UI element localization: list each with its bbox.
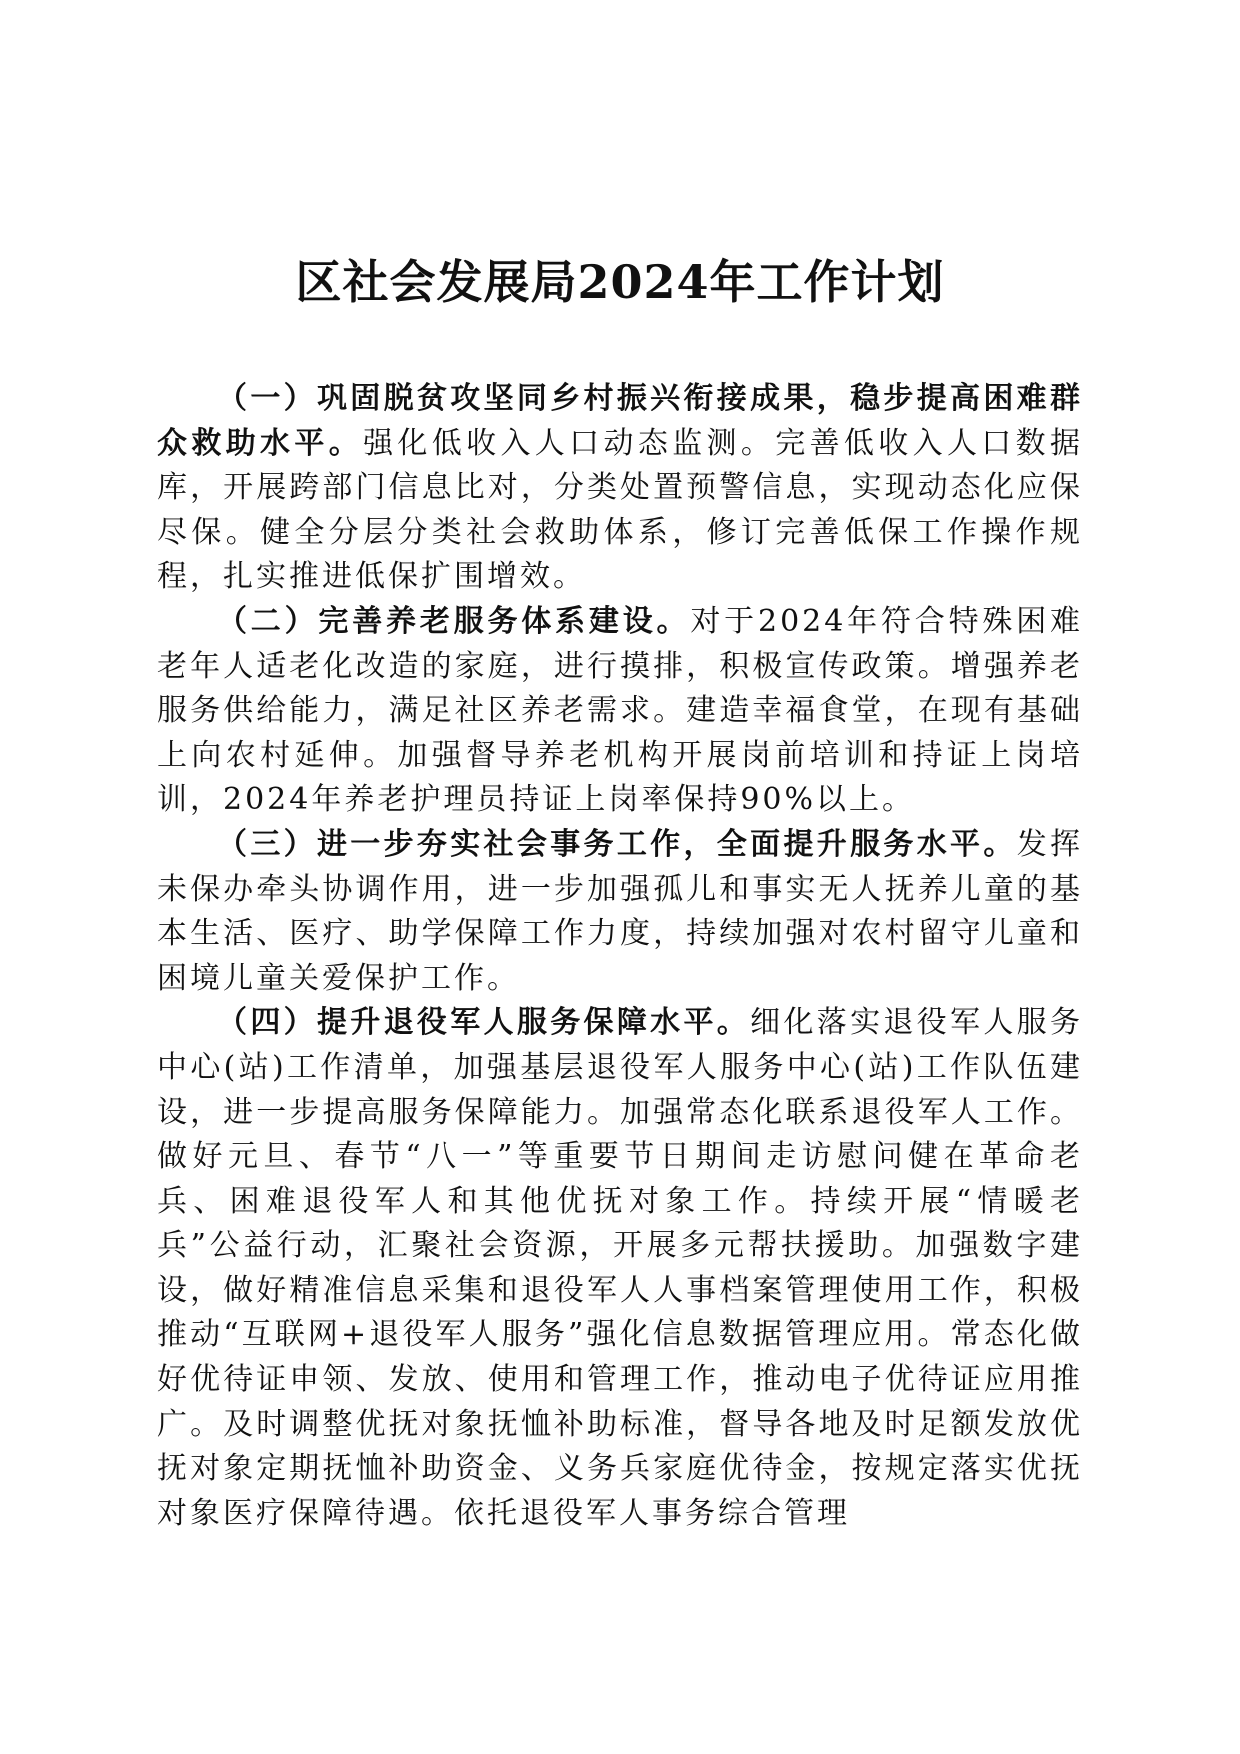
paragraph-2-heading: （二）完善养老服务体系建设。 — [217, 603, 691, 639]
paragraph-3 — [157, 823, 1083, 1001]
paragraph-4-heading: （四）提升退役军人服务保障水平。 — [217, 1005, 751, 1041]
document-title: 区社会发展局2024年工作计划 — [295, 255, 945, 309]
paragraph-2 — [157, 600, 1083, 823]
paragraph-1-body: 强化低收入人口动态监测。完善低收入人口数据库，开展跨部门信息比对，分类处置预警信息，实现动态化应保尽保。健全分层分类社会救助体系，修订完善低保工作操作规程，扎实推进低保扩围增效。 — [157, 425, 1084, 595]
paragraph-3-body: 发挥未保办牵头协调作用，进一步加强孤儿和事实无人抚养儿童的基本生活、医疗、助学保障工作力度，持续加强对农村留守儿童和困境儿童关爱保护工作。 — [157, 826, 1084, 996]
paragraph-4-body: 细化落实退役军人服务中心(站)工作清单，加强基层退役军人服务中心(站)工作队伍建设，进一步提高服务保障能力。加强常态化联系退役军人工作。做好元旦、春节“八一”等重要节日期间走访慰问健在革命老兵、困难退役军人和其他优抚对象工作。持续开展“情暖老兵”公益行动，汇聚社会资源，开展多元帮扶援助。加强数字建设，做好精准信息采集和退役军人人事档案管理使用工作，积极推动“互联网+退役军人服务”强化信息数据管理应用。常态化做好优待证申领、发放、使用和管理工作，推动电子优待证应用推广。及时调整优抚对象抚恤补助标准，督导各地及时足额发放优抚对象定期抚恤补助资金、义务兵家庭优待金，按规定落实优抚对象医疗保障待遇。依托退役军人事务综合管理 — [157, 1005, 1084, 1531]
paragraph-3-heading: （三）进一步夯实社会事务工作，全面提升服务水平。 — [217, 826, 1017, 862]
paragraph-1-heading: （一）巩固脱贫攻坚同乡村振兴衔接成果，稳步提高困难群众救助水平。 — [157, 381, 1083, 461]
paragraph-2-body: 对于2024年符合特殊困难老年人适老化改造的家庭，进行摸排，积极宣传政策。增强养老服务供给能力，满足社区养老需求。建造幸福食堂，在现有基础上向农村延伸。加强督导养老机构开展岗前培训和持证上岗培训，2024年养老护理员持证上岗率保持90%以上。 — [157, 603, 1084, 818]
paragraph-4 — [157, 1001, 1083, 1536]
paragraph-1 — [157, 377, 1083, 600]
document-body — [157, 377, 1083, 1536]
